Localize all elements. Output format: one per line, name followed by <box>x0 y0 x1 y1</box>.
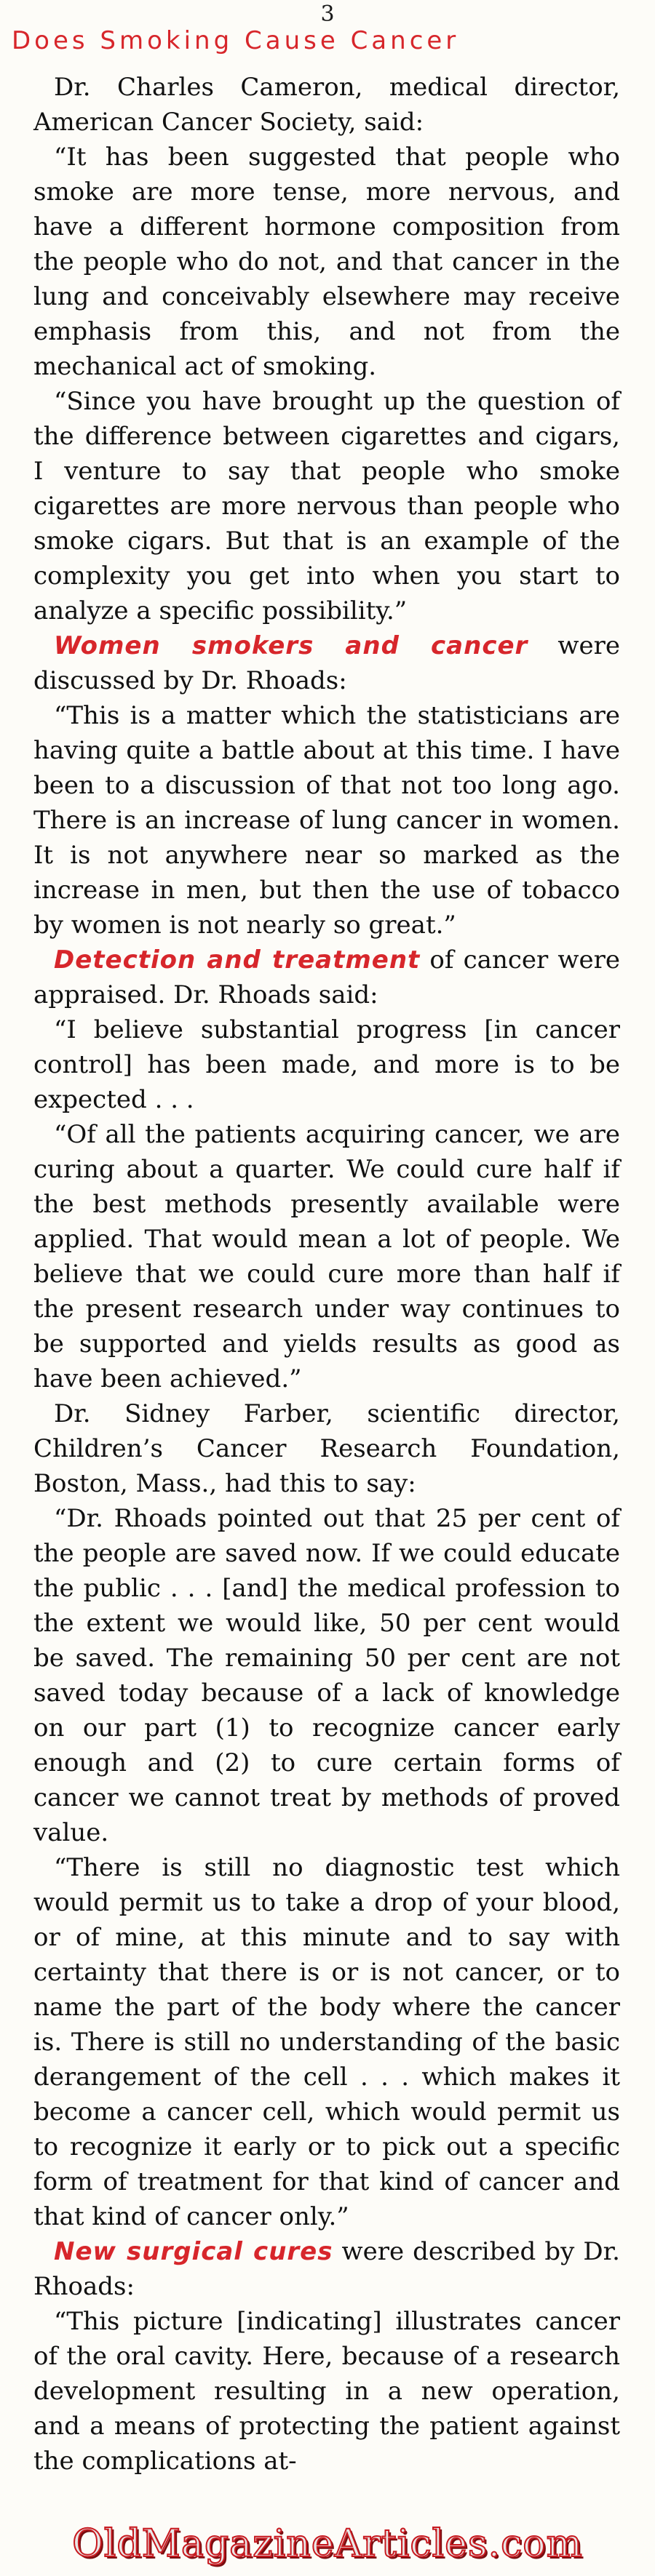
subhead-continuation: were described by Dr. Rhoads: <box>33 2237 620 2301</box>
section-paragraph-surgical-cures <box>33 2234 620 2304</box>
running-head: Does Smoking Cause Cancer <box>12 26 460 55</box>
section-paragraph-detection <box>33 943 620 1012</box>
quote-paragraph: “There is still no diagnostic test which would permit us to take a drop of your blood, or of mine, at this minute and to say with certainty that there is or is not cancer, or to name the part of the body where the cancer is. There is still no understanding of the basic derangement of the cell . . . which makes it become a cancer cell, which would permit us to recognize it early or to pick out a specific form of treatment for that kind of cancer and that kind of cancer only.” <box>33 1853 620 2231</box>
quote-paragraph: “This is a matter which the statisticians are having quite a battle about at this time. I have been to a discussion of that not too long ago. There is an increase of lung cancer in women. It is not anywhere near so marked as the increase in men, but then the use of tobacco by women is not nearly so great.” <box>33 701 620 940</box>
paragraph: Dr. Sidney Farber, scientific director, Children’s Cancer Research Foundation, Boston, Mass., had this to say: <box>33 1399 620 1498</box>
quote-paragraph: “Since you have brought up the question of the difference between cigarettes and cigars, I venture to say that people who smoke cigarettes are more nervous than people who smoke cigars. But that is an example of the complexity you get into when you start to analyze a specific possibility.” <box>33 387 620 625</box>
subhead-women-smokers: Women smokers and cancer <box>54 631 528 660</box>
site-watermark: OldMagazineArticles.com <box>72 2522 583 2566</box>
subhead-detection-treatment: Detection and treatment <box>54 945 421 975</box>
quote-paragraph: “It has been suggested that people who smoke are more tense, more nervous, and have a different hormone composition from the people who do not, and that cancer in the lung and conceivably elsewhere may receive emphasis from this, and not from the mechanical act of smoking. <box>33 143 620 381</box>
page-number: 3 <box>320 1 335 27</box>
subhead-continuation: of cancer were appraised. Dr. Rhoads said: <box>33 945 620 1009</box>
section-paragraph-women-smokers <box>33 628 620 698</box>
paragraph: Dr. Charles Cameron, medical director, American Cancer Society, said: <box>33 73 620 137</box>
subhead-continuation: were discussed by Dr. Rhoads: <box>33 631 620 695</box>
quote-paragraph: “Of all the patients acquiring cancer, we are curing about a quarter. We could cure half if the best methods presently available were applied. That would mean a lot of people. We believe that we could cure more than half if the present research under way continues to be supported and yields results as good as have been achieved.” <box>33 1120 620 1393</box>
quote-paragraph: “This picture [indicating] illustrates cancer of the oral cavity. Here, because of a research development resulting in a new operation, and a means of protecting the patient against the complications at- <box>33 2307 620 2476</box>
quote-paragraph: “Dr. Rhoads pointed out that 25 per cent of the people are saved now. If we could educate the public . . . [and] the medical profession to the extent we would like, 50 per cent would be saved. The remaining 50 per cent are not saved today because of a lack of knowledge on our part (1) to recognize cancer early enough and (2) to cure certain forms of cancer we cannot treat by methods of proved value. <box>33 1504 620 1847</box>
subhead-surgical-cures: New surgical cures <box>54 2237 333 2266</box>
quote-paragraph: “I believe substantial progress [in cancer control] has been made, and more is to be expected . . . <box>33 1015 620 1114</box>
article-body <box>33 70 620 2479</box>
